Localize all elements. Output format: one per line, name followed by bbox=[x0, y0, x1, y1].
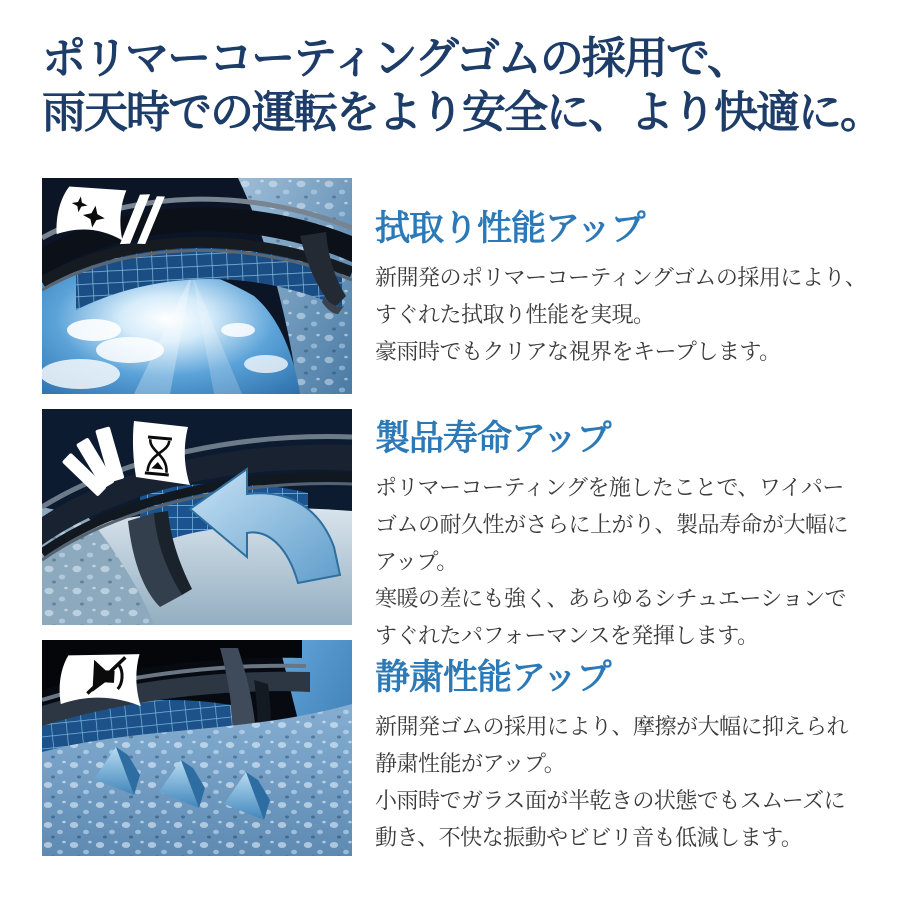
section-heading: 拭取り性能アップ bbox=[375, 209, 645, 248]
body-line: 新開発のポリマーコーティングゴムの採用により、 bbox=[375, 265, 867, 290]
body-line: すぐれた拭取り性能を実現。 bbox=[375, 302, 655, 327]
body-line: 動き、不快な振動やビビリ音も低減します。 bbox=[375, 825, 803, 850]
section-product-life bbox=[375, 416, 880, 654]
illustration-product-life bbox=[42, 409, 352, 625]
section-heading: 製品寿命アップ bbox=[375, 419, 611, 458]
body-line: 小雨時でガラス面が半乾きの状態でもスムーズに bbox=[375, 788, 846, 813]
illustration-wiping-performance bbox=[42, 178, 352, 394]
section-heading: 静粛性能アップ bbox=[375, 658, 611, 697]
section-wiping-performance bbox=[375, 206, 880, 370]
body-line: ゴムの耐久性がさらに上がり、製品寿命が大幅に bbox=[375, 512, 849, 537]
body-line: 豪雨時でもクリアな視界をキープします。 bbox=[375, 339, 781, 364]
body-line: ポリマーコーティングを施したことで、ワイパー bbox=[375, 475, 844, 500]
body-line: 新開発ゴムの採用により、摩擦が大幅に抑えられ bbox=[375, 714, 849, 739]
body-line: 寒暖の差にも強く、あらゆるシチュエーションで bbox=[375, 586, 847, 611]
section-quiet-performance bbox=[375, 655, 880, 856]
page-title-line-1: ポリマーコーティングゴムの採用で、 bbox=[42, 34, 749, 83]
body-line: すぐれたパフォーマンスを発揮します。 bbox=[375, 623, 759, 648]
body-line: 静粛性能がアップ。 bbox=[375, 751, 566, 776]
page-title bbox=[42, 32, 882, 140]
body-line: アップ。 bbox=[375, 549, 458, 574]
page-title-line-2: 雨天時での運転をより安全に、より快適に。 bbox=[42, 88, 882, 137]
illustration-quiet-performance bbox=[42, 640, 352, 856]
